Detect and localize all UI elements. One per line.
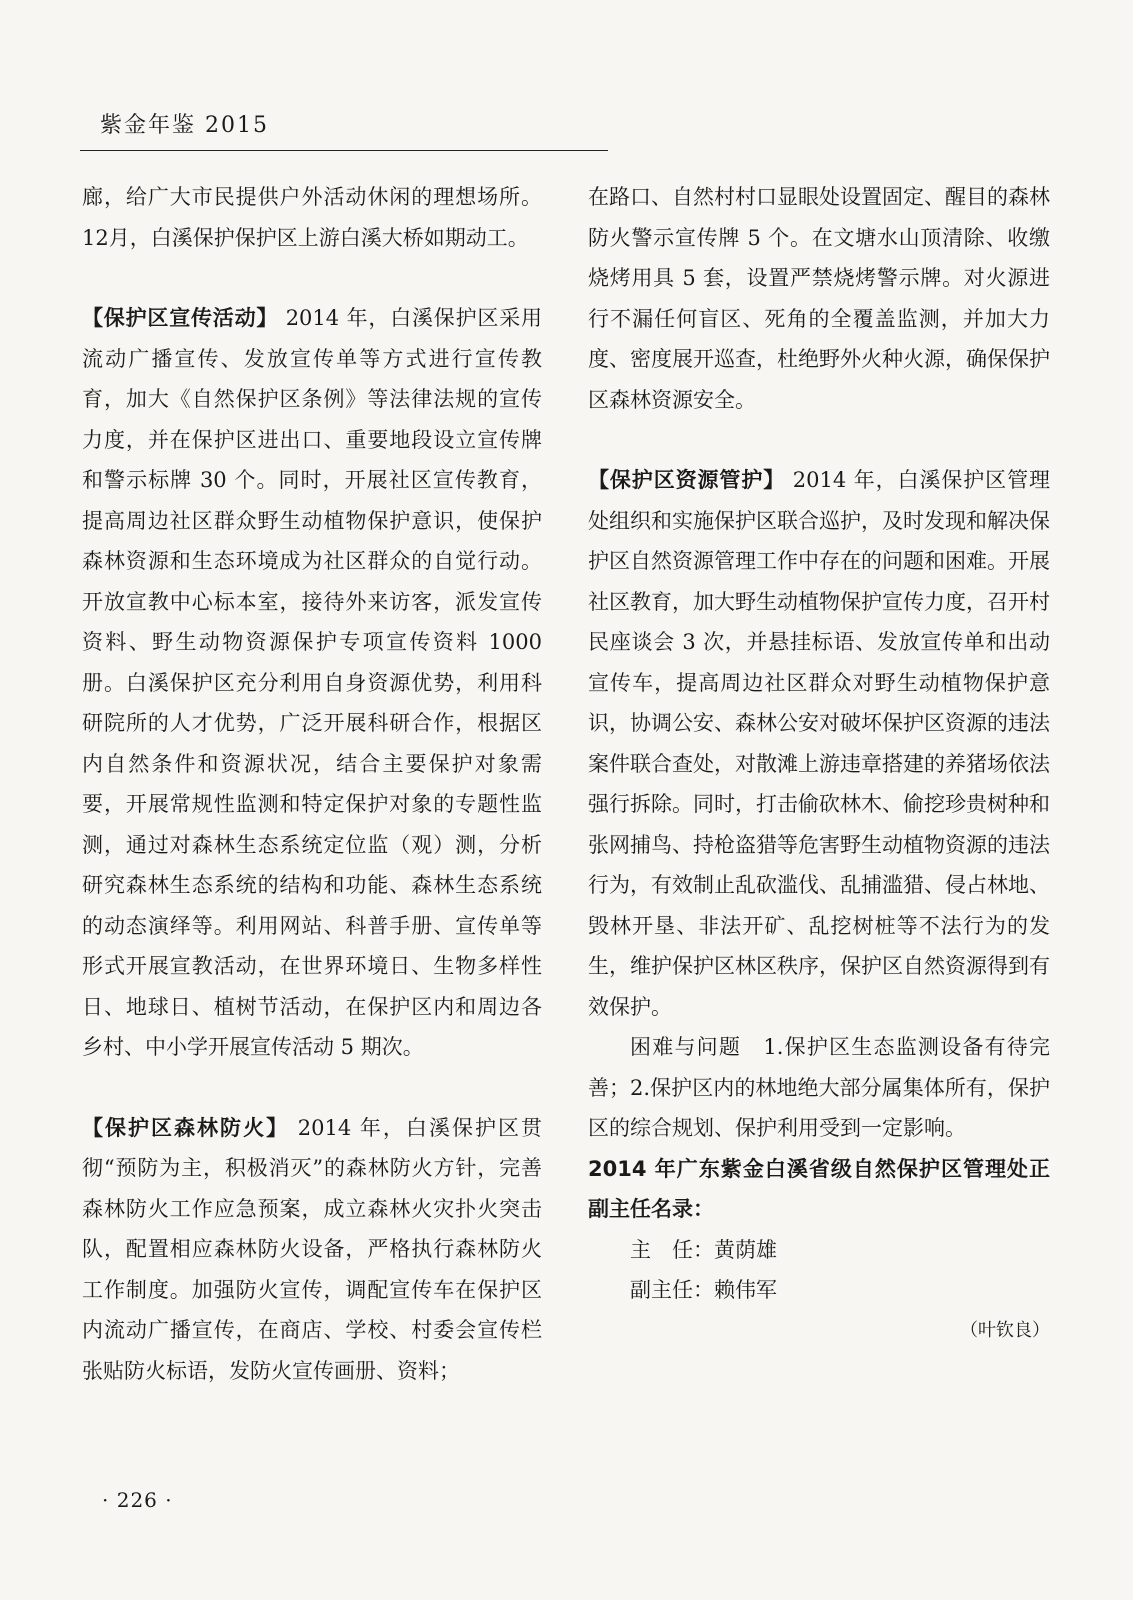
problems-label: 困难与问题 [630, 1035, 742, 1059]
problems-paragraph [588, 1027, 1050, 1149]
section-resource-protection-title: 【保护区资源管护】 [588, 468, 786, 492]
section-resource-protection-body: 2014 年，白溪保护区管理处组织和实施保护区联合巡护，及时发现和解决保护区自然资源管理工作中存在的问题和困难。开展社区教育，加大野生动植物保护宣传力度，召开村民座谈会 3 次，并悬挂标语、发放宣传单和出动宣传车，提高周边社区群众对野生动植物保护意识，协调公安、森林公安对破坏保护区资源的违法案件联合查处，对散滩上游违章搭建的养猪场依法强行拆除。同时，打击偷砍林木、偷挖珍贵树种和张网捕鸟、持枪盗猎等危害野生动植物资源的违法行为，有效制止乱砍滥伐、乱捕滥猎、侵占林地、毁林开垦、非法开矿、乱挖树桩等不法行为的发生，维护保护区林区秩序，保护区自然资源得到有效保护。 [588, 468, 1050, 1019]
section-publicity-title: 【保护区宣传活动】 [82, 306, 279, 330]
intro-paragraph: 廊，给广大市民提供户外活动休闲的理想场所。12月，白溪保护保护区上游白溪大桥如期动工。 [82, 185, 542, 250]
right-column [588, 177, 1050, 1351]
roster-deputy: 副主任：赖伟军 [630, 1278, 777, 1302]
section-resource-protection [588, 460, 1050, 1027]
header-rule [80, 150, 608, 151]
left-column [82, 177, 542, 1391]
problems-text: 1.保护区生态监测设备有待完善；2.保护区内的林地绝大部分属集体所有，保护区的综合规划、保护利用受到一定影响。 [588, 1035, 1051, 1140]
section-fire-prevention [82, 1108, 542, 1392]
section-fire-prevention-title: 【保护区森林防火】 [82, 1115, 290, 1140]
section-publicity-body: 2014 年，白溪保护区采用流动广播宣传、发放宣传单等方式进行宣传教育，加大《自然保护区条例》等法律法规的宣传力度，并在保护区进出口、重要地段设立宣传牌和警示标牌 30 个。同时，开展社区宣传教育，提高周边社区群众野生动植物保护意识，使保护森林资源和生态环境成为社区群众的自觉行动。开放宣教中心标本室，接待外来访客，派发宣传资料、野生动物资源保护专项宣传资料 1000 册。白溪保护区充分利用自身资源优势，利用科研院所的人才优势，广泛开展科研合作，根据区内自然条件和资源状况，结合主要保护对象需要，开展常规性监测和特定保护对象的专题性监测，通过对森林生态系统定位监（观）测，分析研究森林生态系统的结构和功能、森林生态系统的动态演绎等。利用网站、科普手册、宣传单等形式开展宣教活动，在世界环境日、生物多样性日、地球日、植树节活动，在保护区内和周边各乡村、中小学开展宣传活动 5 期次。 [82, 306, 542, 1059]
roster-title: 2014 年广东紫金白溪省级自然保护区管理处正副主任名录： [588, 1156, 1050, 1221]
page-number: · 226 · [102, 1488, 173, 1512]
section-publicity [82, 298, 542, 1068]
section-fire-prevention-body: 2014 年，白溪保护区贯彻“预防为主，积极消灭”的森林防火方针，完善森林防火工作应急预案，成立森林火灾扑火突击队，配置相应森林防火设备，严格执行森林防火工作制度。加强防火宣传，调配宣传车在保护区内流动广播宣传，在商店、学校、村委会宣传栏张贴防火标语，发防火宣传画册、资料； [82, 1115, 542, 1383]
author-credit: （叶钦良） [960, 1319, 1050, 1341]
running-header-title: 紫金年鉴 2015 [100, 113, 269, 138]
fire-prevention-continuation: 在路口、自然村村口显眼处设置固定、醒目的森林防火警示宣传牌 5 个。在文塘水山顶清除、收缴烧烤用具 5 套，设置严禁烧烤警示牌。对火源进行不漏任何盲区、死角的全覆盖监测，并加大力度、密度展开巡查，杜绝野外火种火源，确保保护区森林资源安全。 [588, 185, 1050, 412]
roster-director: 主 任：黄荫雄 [630, 1237, 777, 1262]
